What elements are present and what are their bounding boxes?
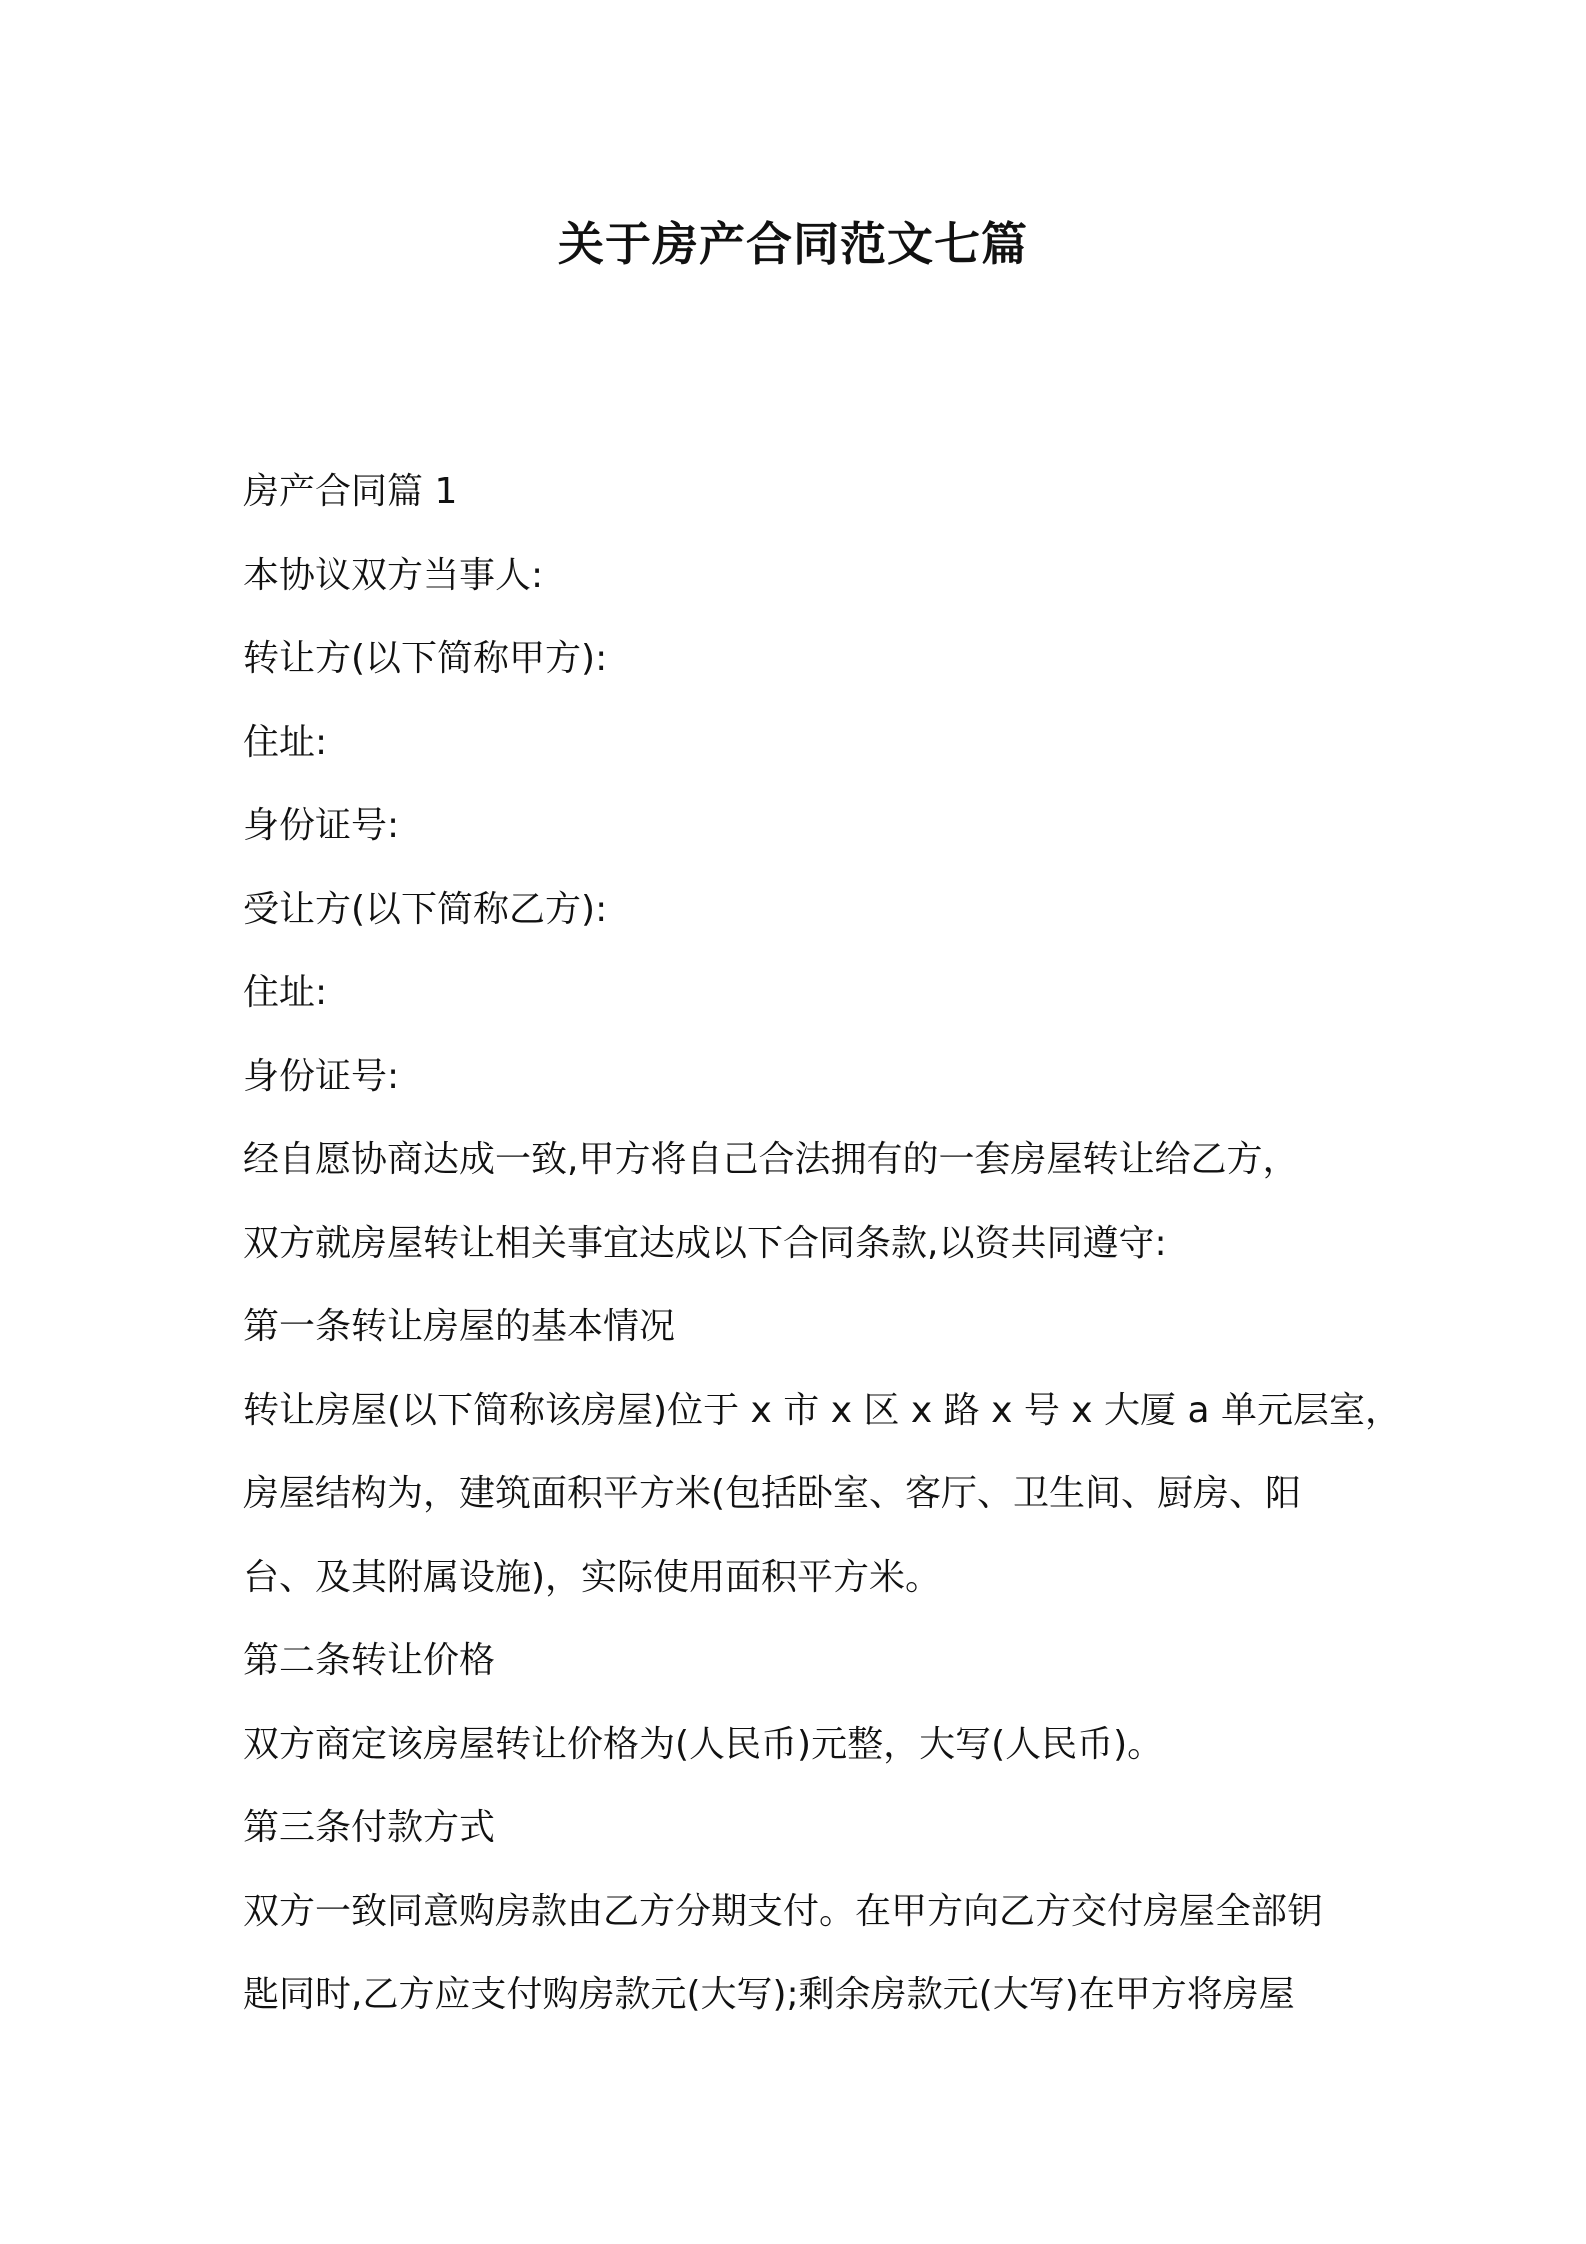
text-line: 匙同时,乙方应支付购房款元(大写);剩余房款元(大写)在甲方将房屋 bbox=[243, 1974, 1295, 2015]
document-body bbox=[243, 450, 1401, 2037]
text-line: 受让方(以下简称乙方): bbox=[243, 888, 608, 930]
clause-heading: 第三条付款方式 bbox=[243, 1807, 496, 1848]
text-line: 身份证号: bbox=[243, 1055, 400, 1097]
text-line: 住址: bbox=[243, 721, 328, 763]
text-line: 住址: bbox=[243, 972, 328, 1013]
text-line: 双方一致同意购房款由乙方分期支付。在甲方向乙方交付房屋全部钥 bbox=[243, 1890, 1324, 1932]
document-title: 关于房产合同范文七篇 bbox=[558, 217, 1028, 271]
text-line: 双方就房屋转让相关事宜达成以下合同条款,以资共同遵守: bbox=[243, 1222, 1167, 1264]
text-line: 本协议双方当事人: bbox=[243, 554, 544, 596]
text-line: 身份证号: bbox=[243, 805, 400, 846]
clause-heading: 第二条转让价格 bbox=[243, 1640, 496, 1681]
section-heading: 房产合同篇 1 bbox=[243, 471, 458, 512]
text-line: 经自愿协商达成一致,甲方将自己合法拥有的一套房屋转让给乙方， bbox=[243, 1139, 1299, 1180]
text-line: 双方商定该房屋转让价格为(人民币)元整，大写(人民币)。 bbox=[243, 1723, 1164, 1765]
text-line: 台、及其附属设施)，实际使用面积平方米。 bbox=[243, 1556, 942, 1598]
clause-heading: 第一条转让房屋的基本情况 bbox=[243, 1306, 676, 1347]
text-line: 房屋结构为，建筑面积平方米(包括卧室、客厅、卫生间、厨房、阳 bbox=[243, 1473, 1302, 1514]
text-line: 转让房屋(以下简称该房屋)位于 x 市 x 区 x 路 x 号 x 大厦 a 单元层室， bbox=[243, 1389, 1401, 1431]
text-line: 转让方(以下简称甲方): bbox=[243, 638, 608, 679]
